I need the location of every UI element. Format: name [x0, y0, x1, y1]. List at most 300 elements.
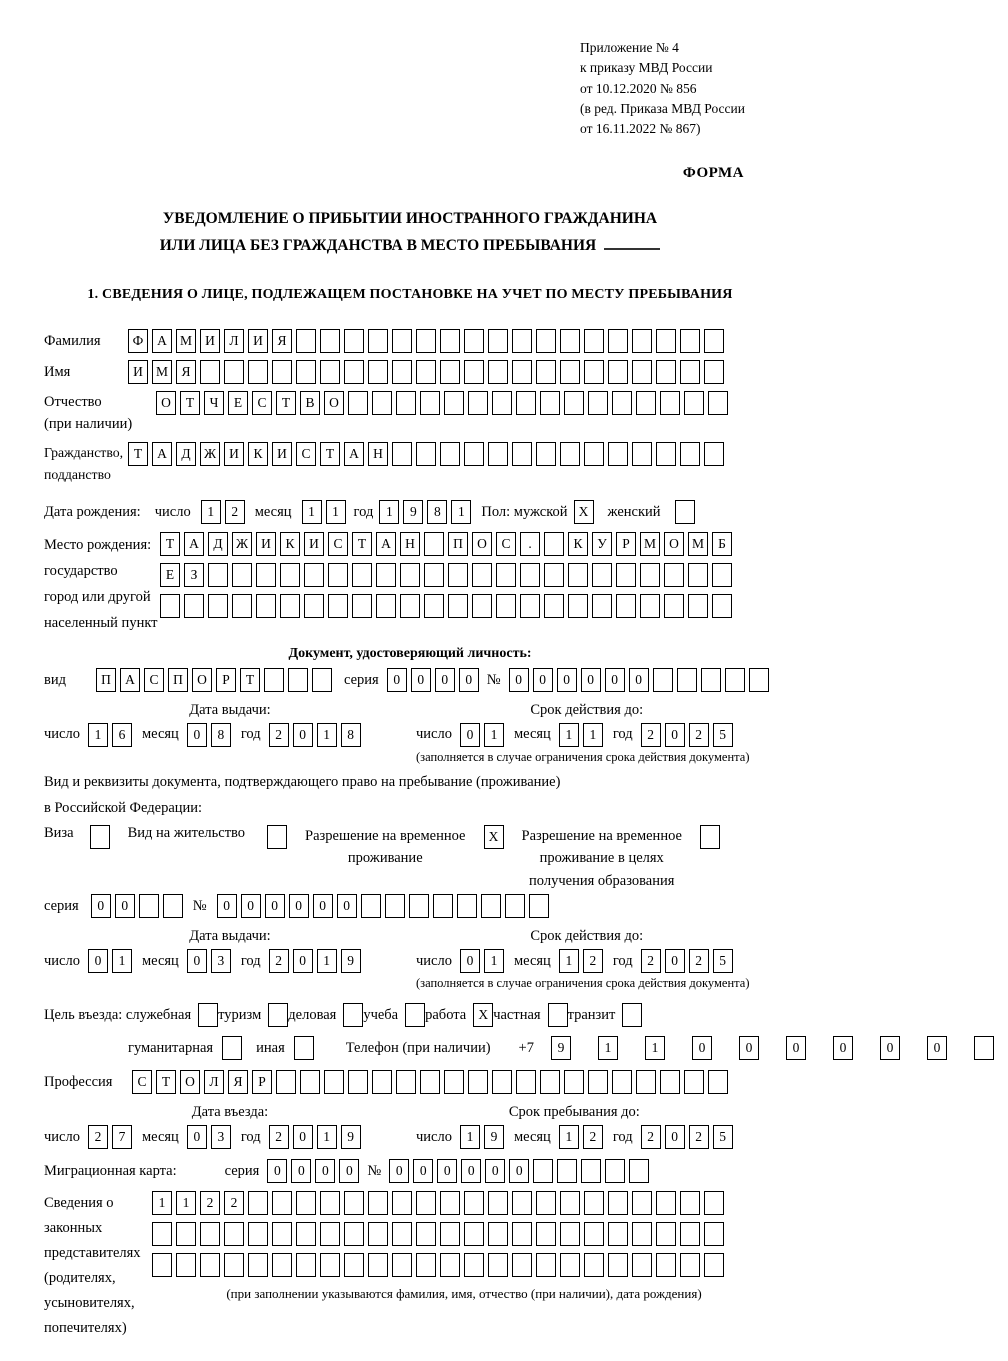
form-cell[interactable]: Т	[352, 532, 372, 556]
form-cell[interactable]	[344, 1222, 364, 1246]
form-cell[interactable]	[90, 825, 110, 849]
form-cell[interactable]: И	[128, 360, 148, 384]
form-cell[interactable]	[420, 391, 440, 415]
form-cell[interactable]: 2	[269, 1125, 289, 1149]
form-cell[interactable]	[656, 329, 676, 353]
form-cell[interactable]	[343, 1003, 363, 1027]
form-cell[interactable]	[520, 594, 540, 618]
form-cell[interactable]: 5	[713, 1125, 733, 1149]
form-cell[interactable]	[372, 1070, 392, 1094]
form-cell[interactable]: 1	[317, 1125, 337, 1149]
form-cell[interactable]	[544, 532, 564, 556]
form-cell[interactable]: В	[300, 391, 320, 415]
form-cell[interactable]	[288, 668, 308, 692]
form-cell[interactable]	[488, 329, 508, 353]
form-cell[interactable]	[560, 1253, 580, 1277]
form-cell[interactable]: 1	[317, 949, 337, 973]
form-cell[interactable]	[608, 1191, 628, 1215]
form-cell[interactable]: 2	[225, 500, 245, 524]
form-cell[interactable]	[440, 1253, 460, 1277]
form-cell[interactable]: 2	[269, 949, 289, 973]
form-cell[interactable]: 0	[411, 668, 431, 692]
form-cell[interactable]	[656, 360, 676, 384]
form-cell[interactable]	[328, 594, 348, 618]
form-cell[interactable]	[163, 894, 183, 918]
form-cell[interactable]	[653, 668, 673, 692]
form-cell[interactable]	[267, 825, 287, 849]
form-cell[interactable]	[464, 329, 484, 353]
form-cell[interactable]	[328, 563, 348, 587]
form-cell[interactable]	[612, 1070, 632, 1094]
form-cell[interactable]	[536, 1191, 556, 1215]
form-cell[interactable]	[392, 1222, 412, 1246]
form-cell[interactable]: А	[184, 532, 204, 556]
form-cell[interactable]: 0	[315, 1159, 335, 1183]
form-cell[interactable]	[616, 594, 636, 618]
form-cell[interactable]: 0	[459, 668, 479, 692]
form-cell[interactable]: К	[248, 442, 268, 466]
form-cell[interactable]: 0	[786, 1036, 806, 1060]
form-cell[interactable]	[272, 1222, 292, 1246]
form-cell[interactable]: 0	[293, 1125, 313, 1149]
form-cell[interactable]	[656, 442, 676, 466]
form-cell[interactable]: 1	[302, 500, 322, 524]
form-cell[interactable]	[725, 668, 745, 692]
form-cell[interactable]: Д	[176, 442, 196, 466]
form-cell[interactable]	[680, 1191, 700, 1215]
form-cell[interactable]	[416, 1191, 436, 1215]
form-cell[interactable]	[344, 1191, 364, 1215]
form-cell[interactable]	[468, 391, 488, 415]
form-cell[interactable]	[584, 442, 604, 466]
form-cell[interactable]	[704, 360, 724, 384]
form-cell[interactable]: 0	[187, 949, 207, 973]
form-cell[interactable]	[680, 1222, 700, 1246]
form-cell[interactable]: 0	[581, 668, 601, 692]
form-cell[interactable]: И	[200, 329, 220, 353]
form-cell[interactable]: 1	[559, 1125, 579, 1149]
form-cell[interactable]	[224, 360, 244, 384]
form-cell[interactable]	[208, 594, 228, 618]
form-cell[interactable]: С	[328, 532, 348, 556]
form-cell[interactable]	[632, 1253, 652, 1277]
form-cell[interactable]: 8	[427, 500, 447, 524]
form-cell[interactable]	[248, 1253, 268, 1277]
form-cell[interactable]	[320, 329, 340, 353]
form-cell[interactable]	[232, 563, 252, 587]
form-cell[interactable]	[529, 894, 549, 918]
form-cell[interactable]	[256, 594, 276, 618]
form-cell[interactable]: 0	[337, 894, 357, 918]
form-cell[interactable]	[405, 1003, 425, 1027]
form-cell[interactable]	[640, 594, 660, 618]
form-cell[interactable]: 0	[461, 1159, 481, 1183]
form-cell[interactable]	[512, 1191, 532, 1215]
form-cell[interactable]: 2	[641, 949, 661, 973]
form-cell[interactable]	[564, 391, 584, 415]
form-cell[interactable]	[444, 391, 464, 415]
form-cell[interactable]: 0	[557, 668, 577, 692]
form-cell[interactable]	[512, 1222, 532, 1246]
form-cell[interactable]: У	[592, 532, 612, 556]
form-cell[interactable]: 2	[583, 949, 603, 973]
form-cell[interactable]	[184, 594, 204, 618]
form-cell[interactable]: 9	[551, 1036, 571, 1060]
form-cell[interactable]: С	[496, 532, 516, 556]
form-cell[interactable]: С	[132, 1070, 152, 1094]
form-cell[interactable]	[675, 500, 695, 524]
form-cell[interactable]: 0	[460, 723, 480, 747]
form-cell[interactable]: 1	[317, 723, 337, 747]
form-cell[interactable]	[533, 1159, 553, 1183]
form-cell[interactable]	[656, 1253, 676, 1277]
form-cell[interactable]: Н	[400, 532, 420, 556]
form-cell[interactable]	[344, 1253, 364, 1277]
form-cell[interactable]	[488, 1222, 508, 1246]
form-cell[interactable]: 0	[833, 1036, 853, 1060]
form-cell[interactable]	[560, 1191, 580, 1215]
form-cell[interactable]: О	[180, 1070, 200, 1094]
form-cell[interactable]	[368, 360, 388, 384]
form-cell[interactable]	[385, 894, 405, 918]
form-cell[interactable]: 0	[460, 949, 480, 973]
form-cell[interactable]	[680, 329, 700, 353]
form-cell[interactable]: 0	[291, 1159, 311, 1183]
form-cell[interactable]: X	[473, 1003, 493, 1027]
form-cell[interactable]: Л	[224, 329, 244, 353]
form-cell[interactable]: Ф	[128, 329, 148, 353]
form-cell[interactable]	[536, 442, 556, 466]
form-cell[interactable]: М	[152, 360, 172, 384]
form-cell[interactable]: 3	[211, 1125, 231, 1149]
form-cell[interactable]	[300, 1070, 320, 1094]
form-cell[interactable]	[372, 391, 392, 415]
form-cell[interactable]: О	[324, 391, 344, 415]
form-cell[interactable]: Т	[320, 442, 340, 466]
form-cell[interactable]: 0	[665, 1125, 685, 1149]
form-cell[interactable]: М	[688, 532, 708, 556]
form-cell[interactable]: М	[176, 329, 196, 353]
form-cell[interactable]	[512, 360, 532, 384]
form-cell[interactable]: А	[376, 532, 396, 556]
form-cell[interactable]	[416, 1222, 436, 1246]
form-cell[interactable]: О	[664, 532, 684, 556]
form-cell[interactable]	[409, 894, 429, 918]
form-cell[interactable]	[640, 563, 660, 587]
form-cell[interactable]: 0	[927, 1036, 947, 1060]
form-cell[interactable]	[584, 360, 604, 384]
form-cell[interactable]	[608, 1222, 628, 1246]
form-cell[interactable]	[481, 894, 501, 918]
form-cell[interactable]	[684, 391, 704, 415]
form-cell[interactable]	[208, 563, 228, 587]
form-cell[interactable]	[392, 1253, 412, 1277]
form-cell[interactable]: 2	[689, 723, 709, 747]
form-cell[interactable]	[198, 1003, 218, 1027]
form-cell[interactable]: Т	[128, 442, 148, 466]
form-cell[interactable]	[280, 594, 300, 618]
form-cell[interactable]: 6	[112, 723, 132, 747]
form-cell[interactable]	[224, 1222, 244, 1246]
form-cell[interactable]: Д	[208, 532, 228, 556]
form-cell[interactable]: 0	[389, 1159, 409, 1183]
form-cell[interactable]: 2	[641, 723, 661, 747]
form-cell[interactable]	[688, 563, 708, 587]
form-cell[interactable]: 0	[267, 1159, 287, 1183]
form-cell[interactable]	[392, 360, 412, 384]
form-cell[interactable]: 0	[91, 894, 111, 918]
form-cell[interactable]	[352, 563, 372, 587]
form-cell[interactable]: М	[640, 532, 660, 556]
form-cell[interactable]	[592, 563, 612, 587]
form-cell[interactable]	[457, 894, 477, 918]
form-cell[interactable]	[424, 594, 444, 618]
form-cell[interactable]: 0	[339, 1159, 359, 1183]
form-cell[interactable]: 1	[645, 1036, 665, 1060]
form-cell[interactable]: И	[248, 329, 268, 353]
form-cell[interactable]	[248, 360, 268, 384]
form-cell[interactable]: 0	[880, 1036, 900, 1060]
form-cell[interactable]: 1	[201, 500, 221, 524]
form-cell[interactable]	[512, 442, 532, 466]
form-cell[interactable]	[368, 1253, 388, 1277]
form-cell[interactable]	[320, 360, 340, 384]
form-cell[interactable]	[496, 594, 516, 618]
form-cell[interactable]	[516, 391, 536, 415]
form-cell[interactable]	[584, 1191, 604, 1215]
form-cell[interactable]: 0	[293, 949, 313, 973]
form-cell[interactable]	[256, 563, 276, 587]
form-cell[interactable]	[152, 1222, 172, 1246]
form-cell[interactable]	[312, 668, 332, 692]
form-cell[interactable]	[505, 894, 525, 918]
form-cell[interactable]	[152, 1253, 172, 1277]
form-cell[interactable]	[296, 360, 316, 384]
form-cell[interactable]	[396, 1070, 416, 1094]
form-cell[interactable]: 0	[387, 668, 407, 692]
form-cell[interactable]: 1	[559, 723, 579, 747]
form-cell[interactable]	[544, 594, 564, 618]
form-cell[interactable]	[588, 1070, 608, 1094]
form-cell[interactable]	[974, 1036, 994, 1060]
form-cell[interactable]	[376, 594, 396, 618]
form-cell[interactable]	[400, 563, 420, 587]
form-cell[interactable]: К	[280, 532, 300, 556]
form-cell[interactable]	[248, 1222, 268, 1246]
form-cell[interactable]	[536, 329, 556, 353]
form-cell[interactable]	[276, 1070, 296, 1094]
form-cell[interactable]	[176, 1253, 196, 1277]
form-cell[interactable]: 8	[211, 723, 231, 747]
form-cell[interactable]	[488, 1191, 508, 1215]
form-cell[interactable]: 0	[289, 894, 309, 918]
form-cell[interactable]	[296, 1253, 316, 1277]
form-cell[interactable]: 0	[605, 668, 625, 692]
form-cell[interactable]: Т	[240, 668, 260, 692]
form-cell[interactable]: 0	[265, 894, 285, 918]
form-cell[interactable]	[160, 594, 180, 618]
form-cell[interactable]: Ж	[200, 442, 220, 466]
form-cell[interactable]: С	[252, 391, 272, 415]
form-cell[interactable]: О	[192, 668, 212, 692]
form-cell[interactable]	[320, 1191, 340, 1215]
form-cell[interactable]	[608, 329, 628, 353]
form-cell[interactable]: И	[256, 532, 276, 556]
form-cell[interactable]	[684, 1070, 704, 1094]
form-cell[interactable]: 8	[341, 723, 361, 747]
form-cell[interactable]: 1	[460, 1125, 480, 1149]
form-cell[interactable]: 0	[115, 894, 135, 918]
form-cell[interactable]	[464, 442, 484, 466]
form-cell[interactable]: 2	[641, 1125, 661, 1149]
form-cell[interactable]	[424, 532, 444, 556]
form-cell[interactable]	[664, 563, 684, 587]
form-cell[interactable]	[304, 594, 324, 618]
form-cell[interactable]: 0	[739, 1036, 759, 1060]
form-cell[interactable]	[222, 1036, 242, 1060]
form-cell[interactable]: 0	[293, 723, 313, 747]
form-cell[interactable]: Е	[160, 563, 180, 587]
form-cell[interactable]	[632, 442, 652, 466]
form-cell[interactable]	[392, 329, 412, 353]
form-cell[interactable]	[361, 894, 381, 918]
form-cell[interactable]	[704, 1253, 724, 1277]
form-cell[interactable]: 0	[88, 949, 108, 973]
form-cell[interactable]	[200, 1222, 220, 1246]
form-cell[interactable]: 0	[485, 1159, 505, 1183]
form-cell[interactable]	[464, 1222, 484, 1246]
form-cell[interactable]: 0	[665, 949, 685, 973]
form-cell[interactable]	[608, 360, 628, 384]
form-cell[interactable]: 1	[451, 500, 471, 524]
form-cell[interactable]	[704, 442, 724, 466]
form-cell[interactable]	[540, 1070, 560, 1094]
form-cell[interactable]: О	[156, 391, 176, 415]
form-cell[interactable]	[344, 360, 364, 384]
form-cell[interactable]	[248, 1191, 268, 1215]
form-cell[interactable]: 9	[341, 1125, 361, 1149]
form-cell[interactable]: П	[96, 668, 116, 692]
form-cell[interactable]	[304, 563, 324, 587]
form-cell[interactable]	[272, 1191, 292, 1215]
form-cell[interactable]	[272, 360, 292, 384]
form-cell[interactable]	[632, 1222, 652, 1246]
form-cell[interactable]	[584, 1253, 604, 1277]
form-cell[interactable]	[712, 563, 732, 587]
form-cell[interactable]	[560, 360, 580, 384]
form-cell[interactable]	[392, 1191, 412, 1215]
form-cell[interactable]: 1	[484, 723, 504, 747]
form-cell[interactable]	[592, 594, 612, 618]
form-cell[interactable]: Е	[228, 391, 248, 415]
form-cell[interactable]: И	[224, 442, 244, 466]
form-cell[interactable]: Я	[272, 329, 292, 353]
form-cell[interactable]: Т	[180, 391, 200, 415]
form-cell[interactable]: 2	[689, 1125, 709, 1149]
form-cell[interactable]	[488, 442, 508, 466]
form-cell[interactable]: 5	[713, 723, 733, 747]
form-cell[interactable]	[564, 1070, 584, 1094]
form-cell[interactable]: 3	[211, 949, 231, 973]
form-cell[interactable]	[712, 594, 732, 618]
form-cell[interactable]: Т	[276, 391, 296, 415]
form-cell[interactable]	[488, 360, 508, 384]
form-cell[interactable]	[512, 1253, 532, 1277]
form-cell[interactable]	[444, 1070, 464, 1094]
form-cell[interactable]	[176, 1222, 196, 1246]
form-cell[interactable]	[268, 1003, 288, 1027]
form-cell[interactable]: 0	[313, 894, 333, 918]
form-cell[interactable]	[396, 391, 416, 415]
form-cell[interactable]	[464, 1191, 484, 1215]
form-cell[interactable]: X	[574, 500, 594, 524]
form-cell[interactable]	[664, 594, 684, 618]
form-cell[interactable]: 1	[598, 1036, 618, 1060]
form-cell[interactable]: 0	[533, 668, 553, 692]
form-cell[interactable]: А	[120, 668, 140, 692]
form-cell[interactable]	[548, 1003, 568, 1027]
form-cell[interactable]	[560, 329, 580, 353]
form-cell[interactable]	[708, 1070, 728, 1094]
form-cell[interactable]	[294, 1036, 314, 1060]
form-cell[interactable]	[448, 563, 468, 587]
form-cell[interactable]	[536, 1222, 556, 1246]
form-cell[interactable]	[632, 360, 652, 384]
form-cell[interactable]	[512, 329, 532, 353]
form-cell[interactable]	[660, 391, 680, 415]
form-cell[interactable]	[608, 1253, 628, 1277]
form-cell[interactable]	[560, 1222, 580, 1246]
form-cell[interactable]: 0	[217, 894, 237, 918]
form-cell[interactable]	[656, 1191, 676, 1215]
form-cell[interactable]: 0	[413, 1159, 433, 1183]
form-cell[interactable]	[200, 360, 220, 384]
form-cell[interactable]	[424, 563, 444, 587]
form-cell[interactable]: 7	[112, 1125, 132, 1149]
form-cell[interactable]: А	[152, 329, 172, 353]
form-cell[interactable]	[440, 442, 460, 466]
form-cell[interactable]	[376, 563, 396, 587]
form-cell[interactable]: А	[152, 442, 172, 466]
form-cell[interactable]: 0	[509, 668, 529, 692]
form-cell[interactable]: 1	[88, 723, 108, 747]
form-cell[interactable]	[448, 594, 468, 618]
form-cell[interactable]	[544, 563, 564, 587]
form-cell[interactable]: 0	[665, 723, 685, 747]
form-cell[interactable]	[280, 563, 300, 587]
form-cell[interactable]	[472, 594, 492, 618]
form-cell[interactable]: Т	[160, 532, 180, 556]
form-cell[interactable]: А	[344, 442, 364, 466]
form-cell[interactable]: Р	[216, 668, 236, 692]
form-cell[interactable]	[348, 1070, 368, 1094]
form-cell[interactable]: 0	[435, 668, 455, 692]
form-cell[interactable]	[584, 329, 604, 353]
form-cell[interactable]	[433, 894, 453, 918]
form-cell[interactable]	[680, 360, 700, 384]
form-cell[interactable]	[352, 594, 372, 618]
form-cell[interactable]: К	[568, 532, 588, 556]
form-cell[interactable]: 0	[187, 723, 207, 747]
form-cell[interactable]: С	[144, 668, 164, 692]
form-cell[interactable]: 2	[269, 723, 289, 747]
form-cell[interactable]	[540, 391, 560, 415]
form-cell[interactable]: Я	[228, 1070, 248, 1094]
form-cell[interactable]	[660, 1070, 680, 1094]
form-cell[interactable]	[536, 1253, 556, 1277]
form-cell[interactable]: Л	[204, 1070, 224, 1094]
form-cell[interactable]	[520, 563, 540, 587]
